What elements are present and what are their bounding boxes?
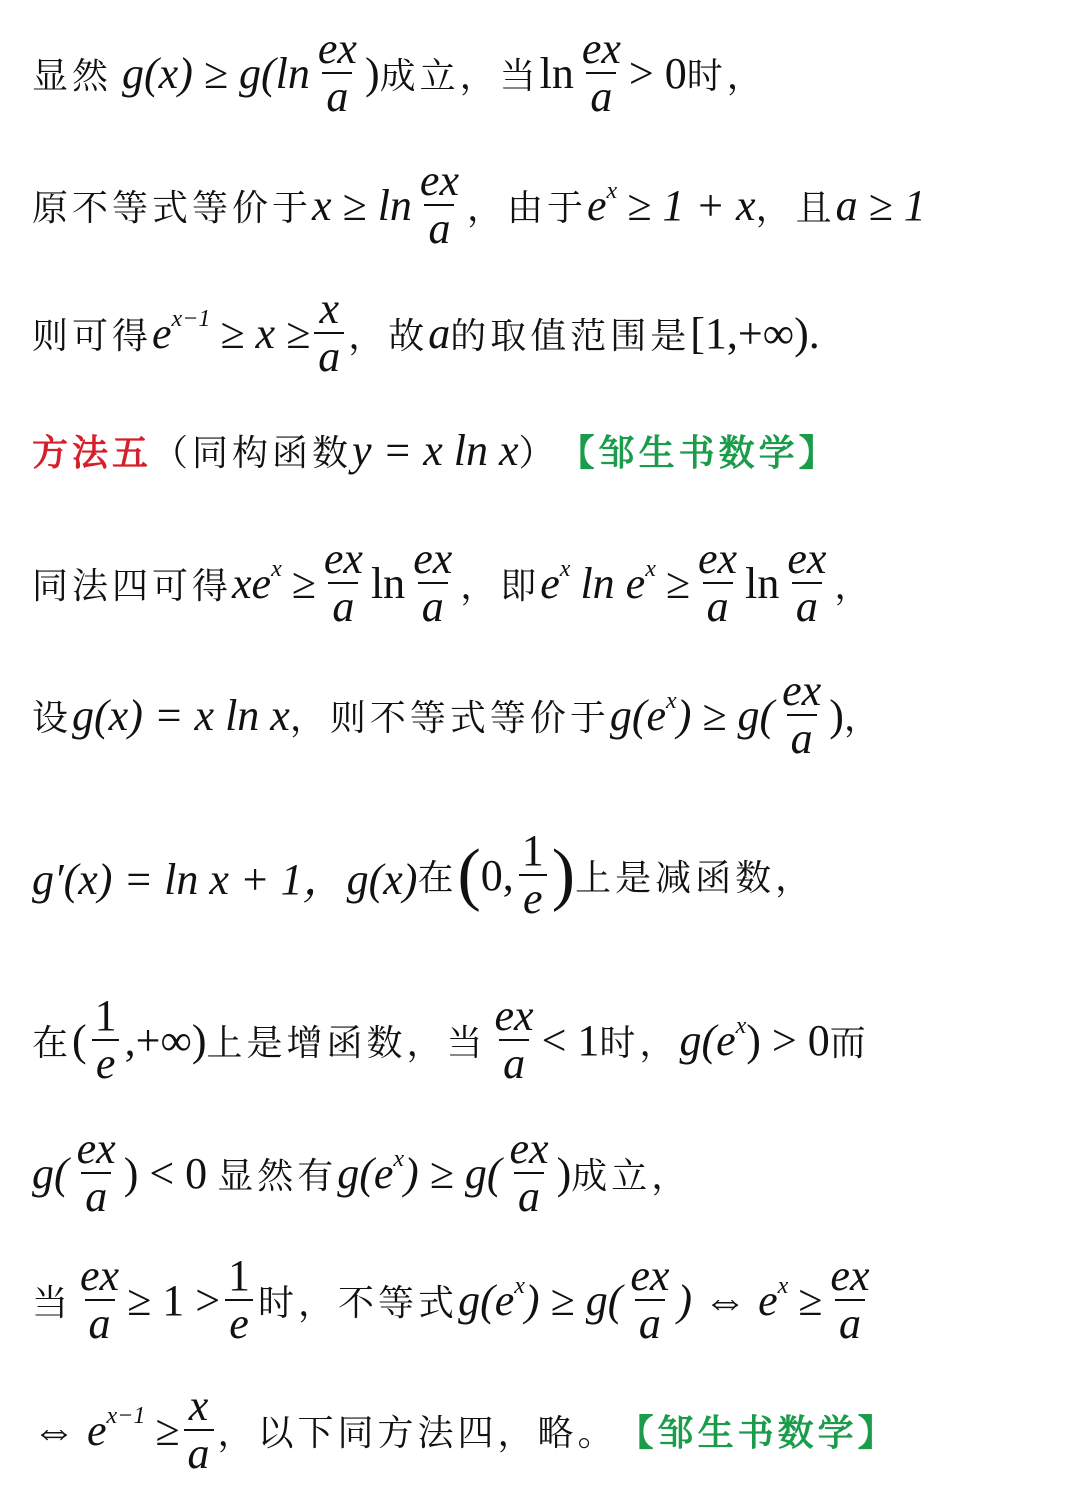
math: g(x) = x ln x xyxy=(72,690,290,740)
math: ⇔ $e^{x-1}$ xyxy=(32,1402,146,1455)
math: ) ≥ g( xyxy=(524,1275,623,1325)
math: [1,+∞). xyxy=(690,308,820,358)
author-watermark: 【邹生书数学】 xyxy=(617,1412,898,1454)
math: ≥ xyxy=(291,558,316,608)
math: 0, xyxy=(480,850,514,900)
math: < 1 xyxy=(541,1015,600,1065)
math: ,+∞) xyxy=(124,1015,207,1065)
line-3 xyxy=(32,278,1060,388)
text: ， xyxy=(834,565,875,607)
fraction: $\frac{ex}{a}$ xyxy=(494,990,534,1088)
text: 的取值范围是 xyxy=(450,315,691,357)
line-1 xyxy=(32,18,1060,128)
math: ≥ 1 > xyxy=(127,1275,221,1325)
text: ） xyxy=(518,432,559,474)
math: a xyxy=(428,308,451,358)
fraction: $\frac{ex}{a}$ xyxy=(80,1250,120,1348)
math: g( xyxy=(32,1148,69,1198)
fraction: $\frac{ex}{a}$ xyxy=(830,1250,870,1348)
math: $g(e^x$ xyxy=(337,1145,405,1198)
math: ) xyxy=(556,1148,572,1198)
right-paren: ) xyxy=(551,836,576,913)
math: $g(e^x$ xyxy=(458,1272,525,1325)
math: ) ≥ g( xyxy=(676,690,775,740)
text: ，则不等式等价于 xyxy=(289,697,610,739)
method-title: 方法五 xyxy=(32,432,153,474)
math: $xe^x$ xyxy=(232,555,282,608)
fraction: $\frac{1}{e}$ xyxy=(518,828,548,922)
text: ，即 xyxy=(460,565,541,607)
fraction: $\frac{ex}{a}$ xyxy=(509,1123,549,1221)
line-7 xyxy=(32,810,1060,940)
fraction: $\frac{ex}{a}$ xyxy=(787,533,827,631)
math: g′(x) = ln x + 1，g(x) xyxy=(32,855,418,904)
text: 时， xyxy=(686,55,767,97)
text: ，由于 xyxy=(466,187,587,229)
fraction: $\frac{x}{a}$ xyxy=(184,1383,214,1477)
math: g(x) ≥ g(ln xyxy=(122,48,310,98)
line-4-method-heading xyxy=(32,418,1060,482)
math: ≥ 1 + x xyxy=(627,180,756,230)
math: $e^{x-1}$ xyxy=(152,305,211,358)
math: ln xyxy=(745,558,780,608)
line-5 xyxy=(32,528,1060,638)
text: 而 xyxy=(829,1022,870,1064)
text: 当 xyxy=(32,1282,73,1324)
math: ( xyxy=(72,1015,87,1065)
text: ，以下同方法四，略。 xyxy=(217,1412,618,1454)
math: x ≥ ln xyxy=(312,180,412,230)
math: ln xyxy=(539,48,574,98)
line-10 xyxy=(32,1245,1060,1355)
text: ， xyxy=(843,697,884,739)
text: 同法四可得 xyxy=(32,565,233,607)
author-watermark: 【邹生书数学】 xyxy=(558,432,839,474)
fraction: $\frac{ex}{a}$ xyxy=(581,23,621,121)
text: 时， xyxy=(599,1022,680,1064)
text: 在 xyxy=(32,1022,73,1064)
math: ) ⇔ $e^x$ xyxy=(677,1272,789,1325)
math: ) > 0 xyxy=(746,1015,830,1065)
math: > 0 xyxy=(628,48,687,98)
math: ln xyxy=(370,558,406,608)
math: ≥ xyxy=(155,1405,180,1455)
text: ，且 xyxy=(755,187,836,229)
text: 上是增函数，当 xyxy=(206,1022,487,1064)
math: ) xyxy=(364,48,380,98)
math: y = x ln x xyxy=(352,425,519,475)
left-paren: ( xyxy=(457,836,481,913)
math: ) < 0 xyxy=(123,1148,208,1198)
text: ，故 xyxy=(348,315,429,357)
math: $g(e^x$ xyxy=(609,687,677,740)
fraction: $\frac{ex}{a}$ xyxy=(782,665,822,763)
math: ≥ xyxy=(798,1275,823,1325)
math: ) xyxy=(829,690,844,740)
text: 原不等式等价于 xyxy=(32,187,313,229)
math: $e^x$ xyxy=(540,555,571,608)
fraction: $\frac{1}{e}$ xyxy=(224,1253,254,1347)
fraction: $\frac{ex}{a}$ xyxy=(76,1123,116,1221)
text: 成立， xyxy=(571,1155,692,1197)
text: 则可得 xyxy=(32,315,153,357)
text: 显然 xyxy=(32,55,113,97)
fraction: $\frac{ex}{a}$ xyxy=(419,155,459,253)
text: 显然有 xyxy=(217,1155,338,1197)
line-8 xyxy=(32,985,1060,1095)
math: $e^x$ xyxy=(587,177,618,230)
text: 上是减函数， xyxy=(575,857,816,899)
fraction: $\frac{ex}{a}$ xyxy=(317,23,357,121)
line-6 xyxy=(32,660,1060,770)
text: 设 xyxy=(32,697,73,739)
math: ≥ x ≥ xyxy=(220,308,311,358)
text: 在 xyxy=(417,857,458,899)
line-2 xyxy=(32,150,1060,260)
text: （同构函数 xyxy=(152,432,353,474)
math: $g(e^x$ xyxy=(679,1012,747,1065)
math: ≥ xyxy=(665,558,691,608)
fraction: $\frac{1}{e}$ xyxy=(91,993,121,1087)
math: ) ≥ g( xyxy=(404,1148,502,1198)
line-11 xyxy=(32,1375,1060,1485)
line-9 xyxy=(32,1118,1060,1228)
text: 时，不等式 xyxy=(258,1282,459,1324)
fraction: $\frac{ex}{a}$ xyxy=(323,533,363,631)
fraction: $\frac{ex}{a}$ xyxy=(413,533,453,631)
fraction: $\frac{x}{a}$ xyxy=(314,286,344,380)
math: $\ln e^x$ xyxy=(580,555,656,608)
fraction: $\frac{ex}{a}$ xyxy=(630,1250,670,1348)
math: a ≥ 1 xyxy=(835,180,926,230)
text: 成立，当 xyxy=(379,55,540,97)
fraction: $\frac{ex}{a}$ xyxy=(698,533,738,631)
